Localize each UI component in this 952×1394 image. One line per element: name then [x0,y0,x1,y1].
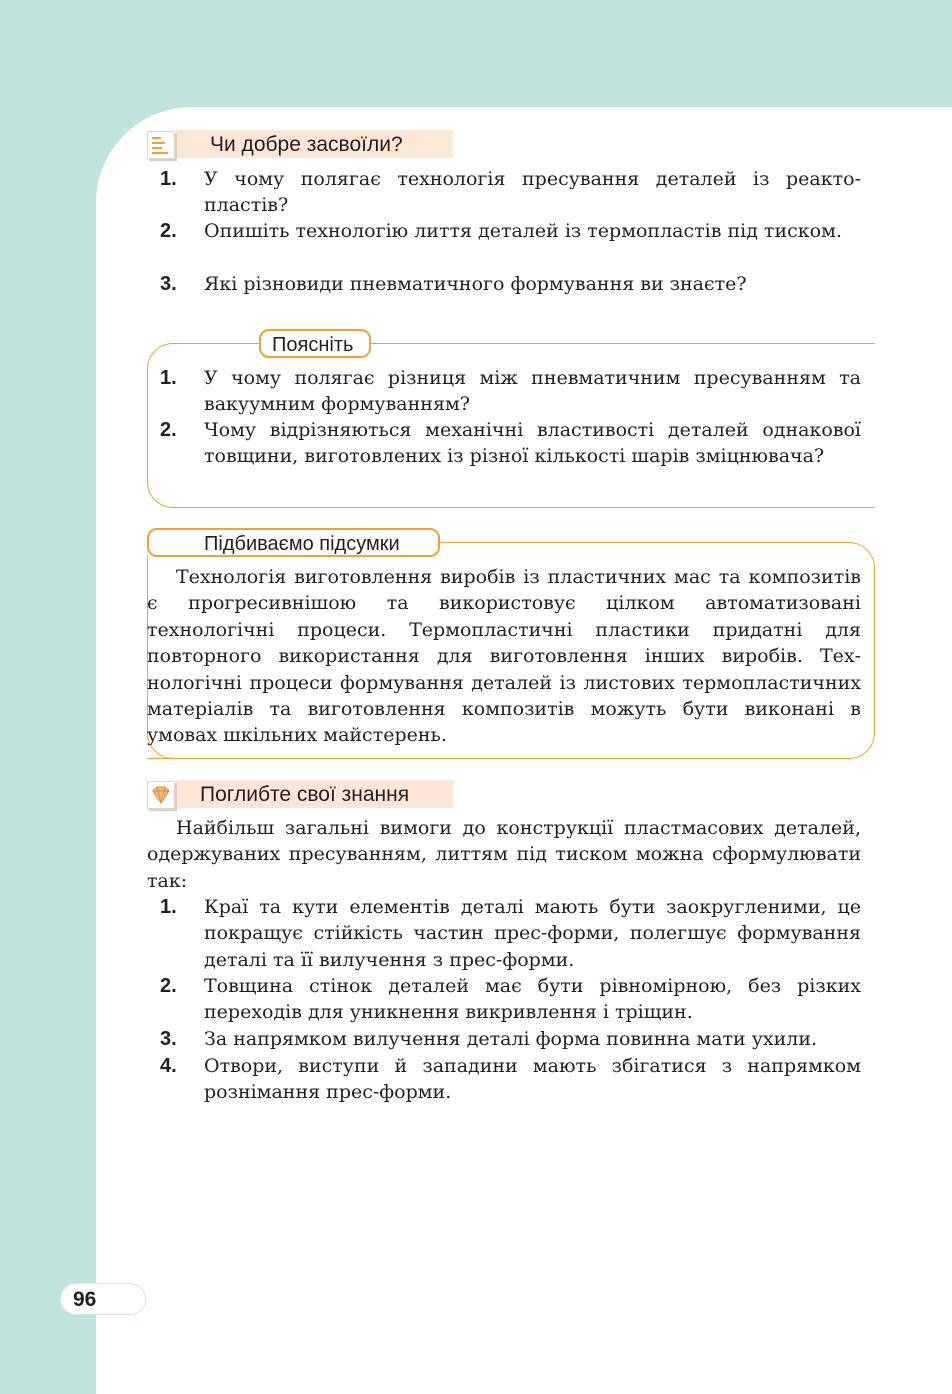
section-title-deepen: Поглибте свої знання [200,783,410,806]
list-item: За напрямком вилучення деталі форма повинна мати ухили. [204,1028,818,1050]
section-title-summary: Підбиваємо підсумки [147,528,440,557]
section-title-check: Чи добре засвоїли? [210,133,403,156]
page-number-badge [60,1283,146,1315]
checklist-icon [147,131,175,159]
summary-paragraph: Технологія виготовлення виробів із пластичних мас та композитів є прогресивнішою та використовує цілком автоматизовані технологічні процеси. Термопластичні пластики придатні для повторного використання для виготовлення інших виробів. Технологічні процеси формування деталей із листових термопластичних матеріалів та виготовлення композитів можуть бути виконані в умовах шкільних майстерень. [147,566,861,747]
page-number: 96 [73,1288,97,1311]
list-item: У чому полягає різниця між пневматичним пресуванням та вакуумним формуванням? [204,367,861,416]
list-number: 2. [160,975,177,997]
list-number: 1. [160,367,177,389]
list-item: У чому полягає технологія пресування деталей із реактопластів? [204,168,861,217]
list-item: Краї та кути елементів деталі мають бути заокругленими, це покращує стійкість частин прес-форми, полегшує формування деталі та її вилучення з прес-форми. [204,896,861,971]
list-number: 4. [160,1055,177,1077]
list-item: Які різновиди пневматичного формування ви знаєте? [204,273,747,295]
list-number: 2. [160,419,177,441]
list-item: Отвори, виступи й западини мають збігатися з напрямком рознімання прес-форми. [204,1055,861,1104]
list-item: Товщина стінок деталей має бути рівномірною, без різких переходів для уникнення викривлення і тріщин. [204,975,861,1024]
diamond-icon [147,781,175,809]
intro-paragraph: Найбільш загальні вимоги до конструкції пластмасових деталей, одержуваних пресуванням, литтям під тиском можна сформулювати так: [147,817,861,892]
list-number: 3. [160,1028,177,1050]
list-number: 1. [160,896,177,918]
list-item: Чому відрізняються механічні властивості деталей однакової товщини, виготовлених із різної кількості шарів зміцнювача? [204,419,861,468]
list-number: 2. [160,220,177,242]
list-item: Опишіть технологію лиття деталей із термопластів під тиском. [204,220,842,242]
list-number: 1. [160,168,177,190]
list-number: 3. [160,273,177,295]
section-title-explain: Поясніть [259,329,371,358]
